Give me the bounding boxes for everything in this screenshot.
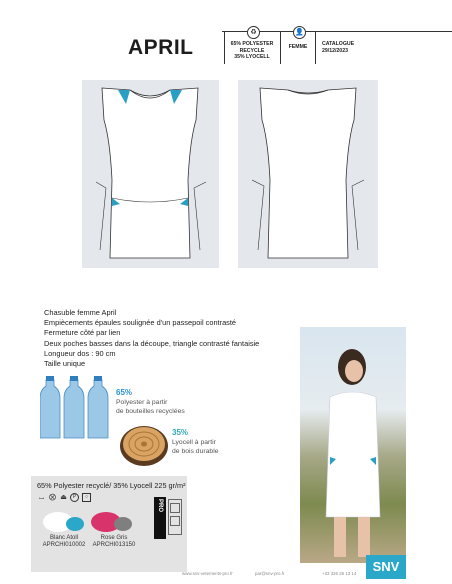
- color-ref: APRCHI010002: [42, 542, 86, 548]
- header-separator: [280, 31, 281, 64]
- polyester-text-line: Polyester à partir: [116, 399, 168, 406]
- model-figure: [300, 327, 406, 563]
- color-name: Rose Gris: [100, 535, 128, 541]
- back-garment-drawing: [238, 80, 378, 268]
- color-name: Blanc Atoll: [49, 535, 79, 541]
- no-bleach-icon: ⨂: [49, 494, 56, 501]
- description-line: Empiècements épaules soulignée d'un passepoil contrasté: [44, 318, 237, 328]
- footer-website: www.snv-vetements-pro.fr: [182, 571, 233, 576]
- front-garment-drawing: [82, 80, 219, 268]
- color-ref: APRCHI013150: [92, 542, 136, 548]
- catalogue-date: 29/12/2023: [322, 47, 348, 54]
- color-label-blanc-atoll: [36, 535, 92, 549]
- front-drawing-panel: [82, 80, 219, 268]
- catalogue-label: [322, 41, 372, 54]
- description-line: Fermeture côté par lien: [44, 328, 121, 338]
- snv-logo-text: SNV: [372, 559, 400, 574]
- description-line: Longueur dos : 90 cm: [44, 348, 116, 358]
- product-description: [44, 308, 259, 369]
- tumble-dry-icon: ○: [82, 493, 91, 502]
- pro-info-box: [168, 499, 182, 535]
- model-photo: [300, 327, 406, 563]
- lyocell-percent: 35%: [172, 428, 189, 437]
- header-separator: [224, 31, 225, 64]
- polyester-text-line: de bouteilles recyclées: [116, 407, 185, 415]
- catalogue-title: CATALOGUE: [322, 41, 355, 47]
- swatch-blanc-atoll: [42, 511, 86, 533]
- dry-clean-P-icon: P: [70, 493, 79, 502]
- person-icon: 👤: [293, 26, 306, 39]
- composition-line-3: 35% LYOCELL: [234, 54, 270, 60]
- header-separator: [315, 31, 316, 64]
- color-label-rose-gris: [86, 535, 142, 549]
- plastic-bottles-icon: [40, 372, 116, 444]
- polyester-text: [116, 399, 185, 416]
- composition-label: [226, 41, 278, 61]
- wood-log-icon: [118, 420, 170, 468]
- pro-square-icon: [170, 503, 180, 513]
- lyocell-text-line: Lyocell à partir: [172, 439, 216, 446]
- wash-60-icon: ⌴: [38, 494, 45, 501]
- description-line: Deux poches basses dans la découpe, triangle contrasté fantaisie: [44, 338, 260, 348]
- composition-line-2: RECYCLE: [239, 47, 265, 54]
- description-line: Taille unique: [44, 359, 86, 369]
- description-line: Chasuble femme April: [44, 308, 117, 317]
- lyocell-text-line: de bois durable: [172, 447, 219, 455]
- lyocell-text: [172, 439, 218, 456]
- snv-logo: [366, 555, 406, 579]
- pro-badge: [154, 497, 166, 539]
- gender-label: FEMME: [288, 44, 308, 50]
- composition-line-1: 65% POLYESTER: [230, 41, 274, 47]
- footer-email: par@snv-pro.fr: [255, 571, 285, 576]
- pro-label: PRO: [157, 499, 163, 513]
- pro-square-icon: [170, 516, 180, 526]
- footer-phone: +33 326 25 13 14: [322, 571, 357, 576]
- back-drawing-panel: [238, 80, 378, 268]
- swatch-rose-gris: [90, 511, 134, 533]
- polyester-percent: 65%: [116, 388, 133, 397]
- iron-icon: ⏏: [60, 494, 67, 501]
- product-title: APRIL: [128, 36, 194, 59]
- fabric-composition: 65% Polyester recyclé/ 35% Lyocell 225 gr/m²: [37, 481, 186, 490]
- recycle-leaf-icon: ♻: [247, 26, 260, 39]
